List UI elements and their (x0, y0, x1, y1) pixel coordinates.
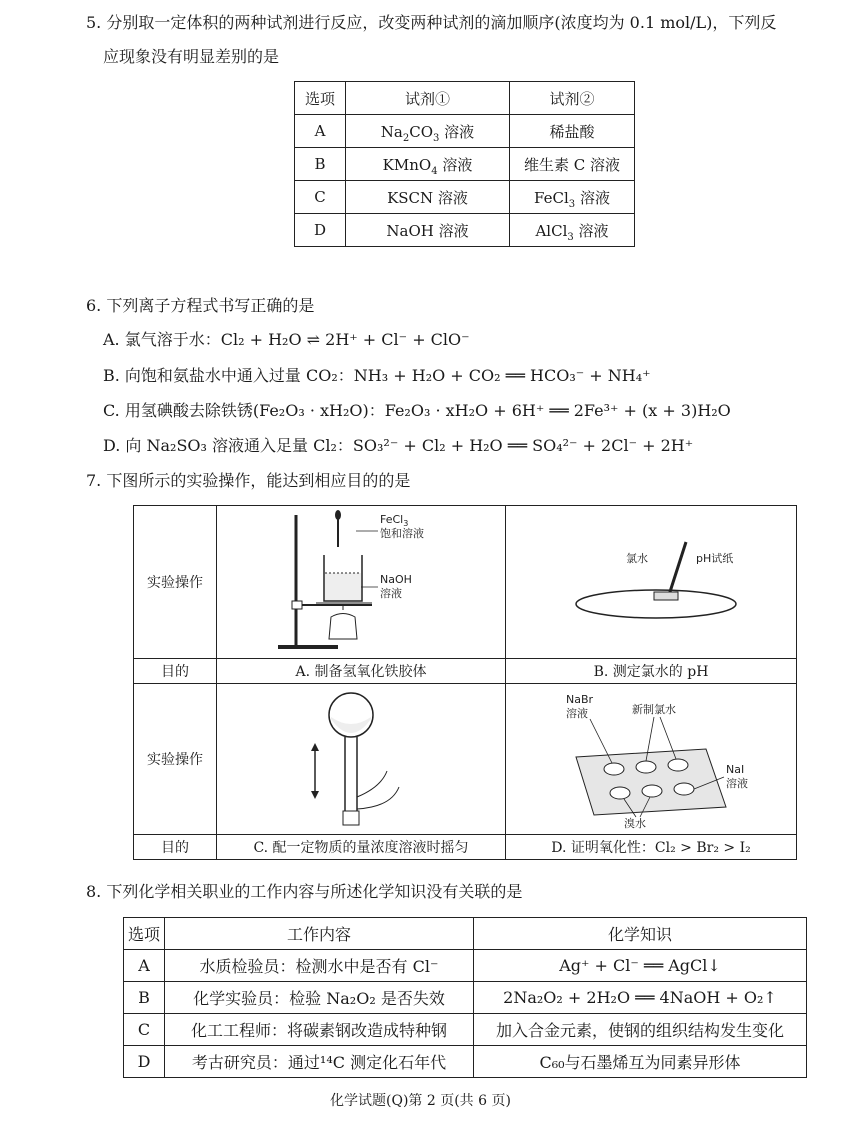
table-row (295, 148, 635, 181)
goal-d: D. 证明氧化性：Cl₂ > Br₂ > I₂ (506, 835, 797, 860)
reagent-2: 维生素 C 溶液 (510, 148, 635, 181)
q7-table (133, 505, 797, 860)
figure-d-cell (506, 684, 797, 835)
label-chlorine-water: 氯水 (626, 552, 648, 565)
table-row (124, 950, 807, 982)
table-row (295, 181, 635, 214)
goal-c: C. 配一定物质的量浓度溶液时摇匀 (217, 835, 506, 860)
spot-plate-figure (536, 687, 766, 832)
q6-option-d: D. 向 Na₂SO₃ 溶液通入足量 Cl₂：SO₃²⁻ + Cl₂ + H₂O ══ SO₄²⁻ + 2Cl⁻ + 2H⁺ (103, 436, 694, 455)
label-saturated-solution: 饱和溶液 (380, 527, 424, 540)
chem-knowledge: Ag⁺ + Cl⁻ ══ AgCl↓ (474, 950, 807, 982)
q5-table (294, 81, 635, 247)
table-header-row (295, 82, 635, 115)
option-label: C (295, 181, 346, 214)
table-row (124, 1014, 807, 1046)
reagent-1: KMnO$_4$ 溶液 (346, 148, 510, 181)
option-label: D (124, 1046, 165, 1078)
label-naoh: NaOH (380, 573, 412, 586)
q8-table (123, 917, 807, 1078)
beaker-heating-figure (256, 507, 466, 657)
label-ph-paper: pH试纸 (696, 552, 734, 565)
reagent-2: AlCl$_3$ 溶液 (510, 214, 635, 247)
option-label: B (124, 982, 165, 1014)
row-label-goal: 目的 (134, 659, 217, 684)
table-row (134, 659, 797, 684)
table-row (124, 982, 807, 1014)
table-row (124, 1046, 807, 1078)
header-work-content: 工作内容 (165, 918, 474, 950)
chem-knowledge: C₆₀与石墨烯互为同素异形体 (474, 1046, 807, 1078)
q6-option-c: C. 用氢碘酸去除铁锈(Fe₂O₃ · xH₂O)：Fe₂O₃ · xH₂O + 6H⁺ ══ 2Fe³⁺ + (x + 3)H₂O (103, 401, 731, 420)
table-row (295, 115, 635, 148)
goal-a: A. 制备氢氧化铁胶体 (217, 659, 506, 684)
volumetric-flask-figure (301, 687, 421, 832)
figure-a-cell (217, 506, 506, 659)
label-nabr: NaBr (566, 692, 594, 706)
table-row (134, 506, 797, 659)
option-label: C (124, 1014, 165, 1046)
header-chem-knowledge: 化学知识 (474, 918, 807, 950)
table-header-row (124, 918, 807, 950)
table-row (295, 214, 635, 247)
reagent-1: NaOH 溶液 (346, 214, 510, 247)
q6-option-b: B. 向饱和氨盐水中通入过量 CO₂：NH₃ + H₂O + CO₂ ══ HCO₃⁻ + NH₄⁺ (103, 366, 651, 385)
chem-knowledge: 加入合金元素，使钢的组织结构发生变化 (474, 1014, 807, 1046)
reagent-2: 稀盐酸 (510, 115, 635, 148)
table-row (134, 684, 797, 835)
q8-stem: 8. 下列化学相关职业的工作内容与所述化学知识没有关联的是 (86, 882, 523, 901)
label-fresh-chlorine-water: 新制氯水 (632, 702, 676, 716)
option-label: B (295, 148, 346, 181)
work-content: 化工工程师：将碳素钢改造成特种钢 (165, 1014, 474, 1046)
page-footer: 化学试题(Q)第 2 页(共 6 页) (330, 1093, 511, 1109)
row-label-goal: 目的 (134, 835, 217, 860)
q7-stem: 7. 下图所示的实验操作，能达到相应目的的是 (86, 471, 411, 490)
chem-knowledge: 2Na₂O₂ + 2H₂O ══ 4NaOH + O₂↑ (474, 982, 807, 1014)
label-nai-solution: 溶液 (726, 776, 748, 790)
label-nabr-solution: 溶液 (566, 706, 588, 720)
header-option: 选项 (295, 82, 346, 115)
goal-b: B. 测定氯水的 pH (506, 659, 797, 684)
work-content: 化学实验员：检验 Na₂O₂ 是否失效 (165, 982, 474, 1014)
q6-option-a: A. 氯气溶于水：Cl₂ + H₂O ⇌ 2H⁺ + Cl⁻ + ClO⁻ (103, 330, 470, 349)
reagent-1: KSCN 溶液 (346, 181, 510, 214)
row-label-operation: 实验操作 (134, 684, 217, 835)
q5-stem-line1: 5. 分别取一定体积的两种试剂进行反应，改变两种试剂的滴加顺序(浓度均为 0.1 mol/L)，下列反 (86, 13, 777, 32)
header-reagent-1: 试剂① (346, 82, 510, 115)
reagent-2: FeCl$_3$ 溶液 (510, 181, 635, 214)
row-label-operation: 实验操作 (134, 506, 217, 659)
q6-stem: 6. 下列离子方程式书写正确的是 (86, 296, 315, 315)
ph-test-figure (546, 532, 756, 632)
option-label: A (295, 115, 346, 148)
option-label: A (124, 950, 165, 982)
q5-stem-line2: 应现象没有明显差别的是 (103, 47, 280, 66)
option-label: D (295, 214, 346, 247)
label-nai: NaI (726, 762, 745, 776)
label-fecl3: FeCl$_3$ (380, 513, 409, 528)
table-row (134, 835, 797, 860)
header-reagent-2: 试剂② (510, 82, 635, 115)
header-option: 选项 (124, 918, 165, 950)
figure-c-cell (217, 684, 506, 835)
work-content: 水质检验员：检测水中是否有 Cl⁻ (165, 950, 474, 982)
label-solution: 溶液 (380, 587, 402, 600)
label-bromine-water: 溴水 (624, 816, 646, 830)
figure-b-cell (506, 506, 797, 659)
reagent-1: $Na_2CO_3$ 溶液 (346, 115, 510, 148)
work-content: 考古研究员：通过¹⁴C 测定化石年代 (165, 1046, 474, 1078)
